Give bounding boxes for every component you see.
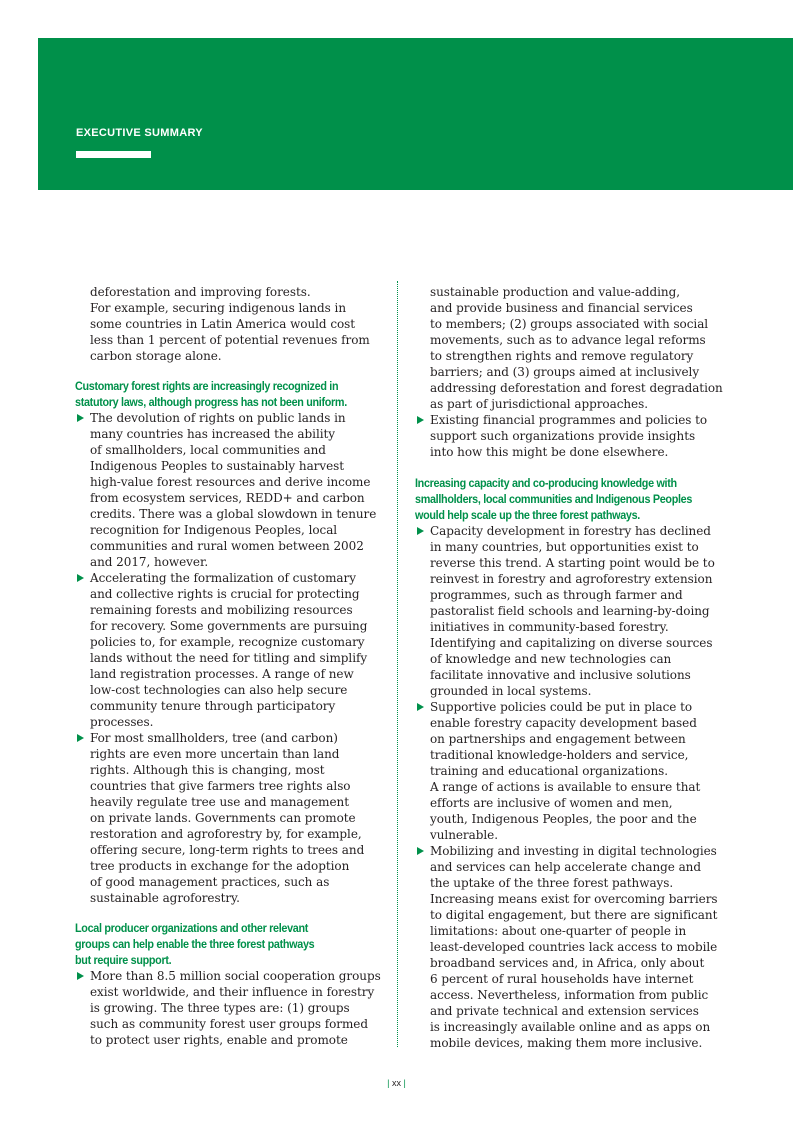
triangle-bullet-icon — [417, 847, 424, 855]
text-line: exist worldwide, and their influence in forestry — [90, 985, 375, 999]
text-line: processes. — [90, 715, 154, 729]
text-line: carbon storage alone. — [90, 349, 222, 363]
bullet-item — [75, 730, 380, 906]
bullet-item — [75, 968, 380, 1048]
text-line: For example, securing indigenous lands in — [90, 301, 347, 315]
text-line: efforts are inclusive of women and men, — [430, 796, 673, 810]
page-number-label: xx — [392, 1078, 401, 1088]
text-line: The devolution of rights on public lands in — [90, 411, 346, 425]
bullet-item — [75, 570, 380, 730]
bullet-item — [415, 699, 725, 843]
section-title: EXECUTIVE SUMMARY — [76, 127, 203, 139]
text-line: and collective rights is crucial for protecting — [90, 587, 360, 601]
text-line: A range of actions is available to ensure that — [430, 780, 701, 794]
text-line: Indigenous Peoples to sustainably harvest — [90, 459, 345, 473]
triangle-bullet-icon — [417, 527, 424, 535]
text-line: broadband services and, in Africa, only about — [430, 956, 705, 970]
heading-line: but require support. — [75, 953, 172, 967]
text-line: For most smallholders, tree (and carbon) — [90, 731, 338, 745]
text-line: access. Nevertheless, information from public — [430, 988, 709, 1002]
text-line: and provide business and financial services — [430, 301, 693, 315]
text-line: programmes, such as through farmer and — [430, 588, 683, 602]
left-column — [75, 284, 380, 1048]
bullet-item — [415, 843, 725, 1051]
text-line: deforestation and improving forests. — [90, 285, 311, 299]
text-line: and services can help accelerate change and — [430, 860, 701, 874]
text-line: low-cost technologies can also help secure — [90, 683, 348, 697]
bullet-list-capacity — [415, 523, 725, 1051]
text-line: the uptake of the three forest pathways. — [430, 876, 674, 890]
text-line: sustainable agroforestry. — [90, 891, 240, 905]
text-line: some countries in Latin America would cost — [90, 317, 356, 331]
text-line: sustainable production and value-adding, — [430, 285, 680, 299]
text-line: traditional knowledge-holders and service, — [430, 748, 689, 762]
text-line: is increasingly available online and as apps on — [430, 1020, 711, 1034]
triangle-bullet-icon — [417, 416, 424, 424]
heading-capacity — [415, 475, 725, 523]
text-line: rights. Although this is changing, most — [90, 763, 325, 777]
text-line: as part of jurisdictional approaches. — [430, 397, 648, 411]
text-line: to members; (2) groups associated with social — [430, 317, 709, 331]
text-line: Supportive policies could be put in place to — [430, 700, 693, 714]
text-line: high-value forest resources and derive income — [90, 475, 371, 489]
text-line: More than 8.5 million social cooperation groups — [90, 969, 381, 983]
text-line: remaining forests and mobilizing resources — [90, 603, 353, 617]
text-line: Existing financial programmes and policies to — [430, 413, 708, 427]
text-line: and 2017, however. — [90, 555, 209, 569]
text-line: heavily regulate tree use and management — [90, 795, 350, 809]
text-line: facilitate innovative and inclusive solutions — [430, 668, 691, 682]
heading-producer-organizations — [75, 920, 380, 968]
text-line: youth, Indigenous Peoples, the poor and the — [430, 812, 697, 826]
text-line: Increasing means exist for overcoming barriers — [430, 892, 718, 906]
bullet-item — [415, 412, 725, 460]
text-line: to strengthen rights and remove regulatory — [430, 349, 694, 363]
text-line: many countries has increased the ability — [90, 427, 336, 441]
text-line: for recovery. Some governments are pursuing — [90, 619, 368, 633]
text-line: countries that give farmers tree rights also — [90, 779, 351, 793]
bullet-list-organizations — [75, 968, 380, 1048]
text-line: support such organizations provide insights — [430, 429, 696, 443]
text-line: vulnerable. — [430, 828, 498, 842]
text-line: training and educational organizations. — [430, 764, 669, 778]
text-line: limitations: about one-quarter of people in — [430, 924, 687, 938]
heading-line: Local producer organizations and other relevant — [75, 921, 309, 935]
text-line: less than 1 percent of potential revenues from — [90, 333, 370, 347]
text-line: of knowledge and new technologies can — [430, 652, 672, 666]
text-line: on partnerships and engagement between — [430, 732, 686, 746]
text-line: into how this might be done elsewhere. — [430, 445, 669, 459]
text-line: recognition for Indigenous Peoples, local — [90, 523, 338, 537]
text-line: from ecosystem services, REDD+ and carbon — [90, 491, 365, 505]
continued-paragraph — [415, 284, 725, 412]
text-line: Accelerating the formalization of customary — [90, 571, 356, 585]
text-line: community tenure through participatory — [90, 699, 336, 713]
heading-line: statutory laws, although progress has not been uniform. — [75, 395, 347, 409]
triangle-bullet-icon — [77, 972, 84, 980]
heading-line: Increasing capacity and co-producing knowledge with — [415, 476, 677, 490]
text-line: reverse this trend. A starting point would be to — [430, 556, 715, 570]
text-line: land registration processes. A range of new — [90, 667, 354, 681]
text-line: to protect user rights, enable and promote — [90, 1033, 348, 1047]
bullet-item — [415, 523, 725, 699]
page-number: | xx | — [387, 1078, 406, 1088]
heading-customary-rights — [75, 378, 380, 410]
text-line: Capacity development in forestry has declined — [430, 524, 711, 538]
text-line: reinvest in forestry and agroforestry extension — [430, 572, 713, 586]
title-underline — [76, 151, 151, 158]
text-line: on private lands. Governments can promote — [90, 811, 356, 825]
text-line: offering secure, long-term rights to trees and — [90, 843, 365, 857]
bullet-list-financial — [415, 412, 725, 460]
text-line: enable forestry capacity development based — [430, 716, 697, 730]
triangle-bullet-icon — [77, 734, 84, 742]
heading-line: would help scale up the three forest pathways. — [415, 508, 640, 522]
text-line: is growing. The three types are: (1) groups — [90, 1001, 350, 1015]
header-band — [38, 38, 793, 190]
text-line: barriers; and (3) groups aimed at inclusively — [430, 365, 700, 379]
heading-line: Customary forest rights are increasingly recognized in — [75, 379, 339, 393]
text-line: and private technical and extension services — [430, 1004, 699, 1018]
text-line: restoration and agroforestry by, for example, — [90, 827, 362, 841]
text-line: Identifying and capitalizing on diverse sources — [430, 636, 713, 650]
intro-paragraph — [75, 284, 380, 364]
triangle-bullet-icon — [417, 703, 424, 711]
text-line: in many countries, but opportunities exist to — [430, 540, 699, 554]
text-line: pastoralist field schools and learning-by-doing — [430, 604, 710, 618]
text-line: mobile devices, making them more inclusive. — [430, 1036, 703, 1050]
text-line: credits. There was a global slowdown in tenure — [90, 507, 377, 521]
triangle-bullet-icon — [77, 414, 84, 422]
text-line: rights are even more uncertain than land — [90, 747, 340, 761]
text-line: of smallholders, local communities and — [90, 443, 326, 457]
text-line: of good management practices, such as — [90, 875, 330, 889]
column-divider — [397, 281, 398, 1047]
text-line: least-developed countries lack access to mobile — [430, 940, 718, 954]
text-line: Mobilizing and investing in digital technologies — [430, 844, 717, 858]
text-line: such as community forest user groups formed — [90, 1017, 368, 1031]
text-line: communities and rural women between 2002 — [90, 539, 364, 553]
text-line: movements, such as to advance legal reforms — [430, 333, 706, 347]
text-line: initiatives in community-based forestry. — [430, 620, 669, 634]
bullet-item — [75, 410, 380, 570]
text-line: lands without the need for titling and simplify — [90, 651, 368, 665]
text-line: to digital engagement, but there are significant — [430, 908, 718, 922]
right-column — [415, 284, 725, 1051]
text-line: 6 percent of rural households have internet — [430, 972, 694, 986]
heading-line: groups can help enable the three forest pathways — [75, 937, 315, 951]
triangle-bullet-icon — [77, 574, 84, 582]
bullet-list-tenure — [75, 410, 380, 906]
heading-line: smallholders, local communities and Indigenous Peoples — [415, 492, 693, 506]
text-line: policies to, for example, recognize customary — [90, 635, 365, 649]
text-line: addressing deforestation and forest degradation — [430, 381, 723, 395]
text-line: grounded in local systems. — [430, 684, 592, 698]
text-line: tree products in exchange for the adoption — [90, 859, 350, 873]
